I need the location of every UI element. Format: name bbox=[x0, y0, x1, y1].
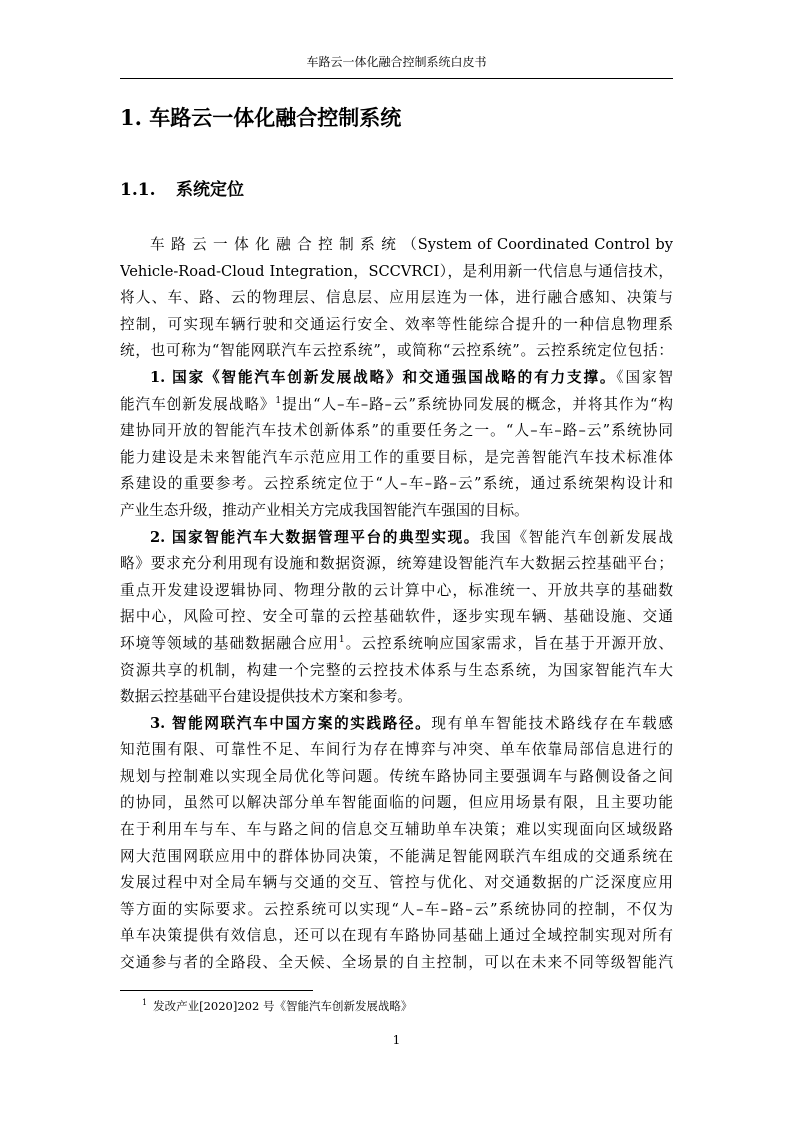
subsection-title: 系统定位 bbox=[176, 180, 244, 200]
paragraph-line bbox=[120, 631, 673, 658]
paragraph-line: Vehicle-Road-Cloud Integration，SCCVRCI），是利用新一代信息与通信技术， bbox=[120, 262, 673, 280]
section-title: 车路云一体化融合控制系统 bbox=[149, 105, 402, 130]
line-text: 环境等领域的基础数据融合应用 bbox=[120, 634, 339, 652]
footnote-rule bbox=[120, 990, 313, 991]
subsection-heading bbox=[120, 178, 244, 202]
paragraph-line: 在于利用车与车、车与路之间的信息交互辅助单车决策；难以实现面向区域级路 bbox=[120, 821, 673, 839]
point-heading: 3. 智能网联汽车中国方案的实践路径。 bbox=[150, 714, 432, 732]
line-text: 《国家智 bbox=[616, 368, 673, 386]
footnote bbox=[142, 998, 412, 1014]
paragraph-line: 规划与控制难以实现全局优化等问题。传统车路协同主要强调车与路侧设备之间 bbox=[120, 767, 673, 785]
point-heading: 2. 国家智能汽车大数据管理平台的典型实现。 bbox=[150, 528, 481, 546]
paragraph-line: 控制，可实现车辆行驶和交通运行安全、效率等性能综合提升的一种信息物理系 bbox=[120, 315, 673, 333]
paragraph-line: 单车决策提供有效信息，还可以在现有车路协同基础上通过全域控制实现对所有 bbox=[120, 927, 673, 945]
paragraph-line: 略》要求充分利用现有设施和数据资源，统筹建设智能汽车大数据云控基础平台； bbox=[120, 555, 673, 573]
paragraph-line: 建协同开放的智能汽车技术创新体系”的重要任务之一。“人–车–路–云”系统协同 bbox=[120, 422, 673, 440]
subsection-number: 1.1. bbox=[120, 180, 156, 200]
paragraph-line: 交通参与者的全路段、全天候、全场景的自主控制，可以在未来不同等级智能汽 bbox=[120, 954, 673, 972]
footnote-text: 发改产业[2020]202 号《智能汽车创新发展战略》 bbox=[153, 999, 413, 1013]
section-number: 1. bbox=[120, 105, 142, 130]
footnote-ref: 1 bbox=[275, 395, 282, 406]
point-heading: 1. 国家《智能汽车创新发展战略》和交通强国战略的有力支撑。 bbox=[150, 368, 617, 386]
page-number: 1 bbox=[392, 1033, 401, 1047]
paragraph-line: 重点开发建设逻辑协同、物理分散的云计算中心，标准统一、开放共享的基础数 bbox=[120, 581, 673, 599]
body-text bbox=[120, 232, 673, 977]
paragraph-line bbox=[120, 525, 673, 552]
paragraph-line bbox=[120, 392, 673, 419]
paragraph-line: 车 路 云 一 体 化 融 合 控 制 系 统 （System of Coordinated Control by bbox=[150, 236, 673, 253]
running-header: 车路云一体化融合控制系统白皮书 bbox=[306, 55, 487, 69]
line-text: 我国《智能汽车创新发展战 bbox=[480, 528, 673, 546]
paragraph-line: 资源共享的机制，构建一个完整的云控技术体系与生态系统，为国家智能汽车大 bbox=[120, 661, 673, 679]
paragraph-line: 网大范围网联应用中的群体协同决策，不能满足智能网联汽车组成的交通系统在 bbox=[120, 847, 673, 865]
paragraph-line: 产业生态升级，推动产业相关方完成我国智能汽车强国的目标。 bbox=[120, 501, 529, 519]
line-text: 能汽车创新发展战略》 bbox=[120, 395, 276, 413]
line-text: 现有单车智能技术路线存在车载感 bbox=[431, 714, 673, 732]
paragraph-line bbox=[120, 365, 673, 392]
paragraph-line: 等方面的实际要求。云控系统可以实现“人–车–路–云”系统协同的控制，不仅为 bbox=[120, 900, 673, 918]
paragraph-line: 的协同，虽然可以解决部分单车智能面临的问题，但应用场景有限，且主要功能 bbox=[120, 794, 673, 812]
paragraph-line: 将人、车、路、云的物理层、信息层、应用层连为一体，进行融合感知、决策与 bbox=[120, 289, 673, 307]
paragraph-line: 据中心，风险可控、安全可靠的云控基础软件，逐步实现车辆、基础设施、交通 bbox=[120, 608, 673, 626]
line-text: 提出“人–车–路–云”系统协同发展的概念，并将其作为“构 bbox=[281, 395, 673, 413]
section-heading bbox=[120, 104, 401, 132]
paragraph-line: 系建设的重要参考。云控系统定位于“人–车–路–云”系统，通过系统架构设计和 bbox=[120, 475, 673, 493]
paragraph-line: 能力建设是未来智能汽车示范应用工作的重要目标，是完善智能汽车技术标准体 bbox=[120, 448, 673, 466]
paragraph-line: 发展过程中对全局车辆与交通的交互、管控与优化、对交通数据的广泛深度应用 bbox=[120, 874, 673, 892]
header-rule bbox=[120, 78, 673, 79]
line-text: 。云控系统响应国家需求，旨在基于开源开放、 bbox=[344, 634, 673, 652]
paragraph-line: 数据云控基础平台建设提供技术方案和参考。 bbox=[120, 688, 412, 706]
paragraph-line bbox=[120, 711, 673, 738]
footnote-ref: 1 bbox=[338, 635, 345, 646]
footnote-mark: 1 bbox=[142, 998, 148, 1008]
paragraph-line: 统，也可称为“智能网联汽车云控系统”，或简称“云控系统”。云控系统定位包括： bbox=[120, 342, 673, 360]
paragraph-line: 知范围有限、可靠性不足、车间行为存在博弈与冲突、单车依靠局部信息进行的 bbox=[120, 741, 673, 759]
